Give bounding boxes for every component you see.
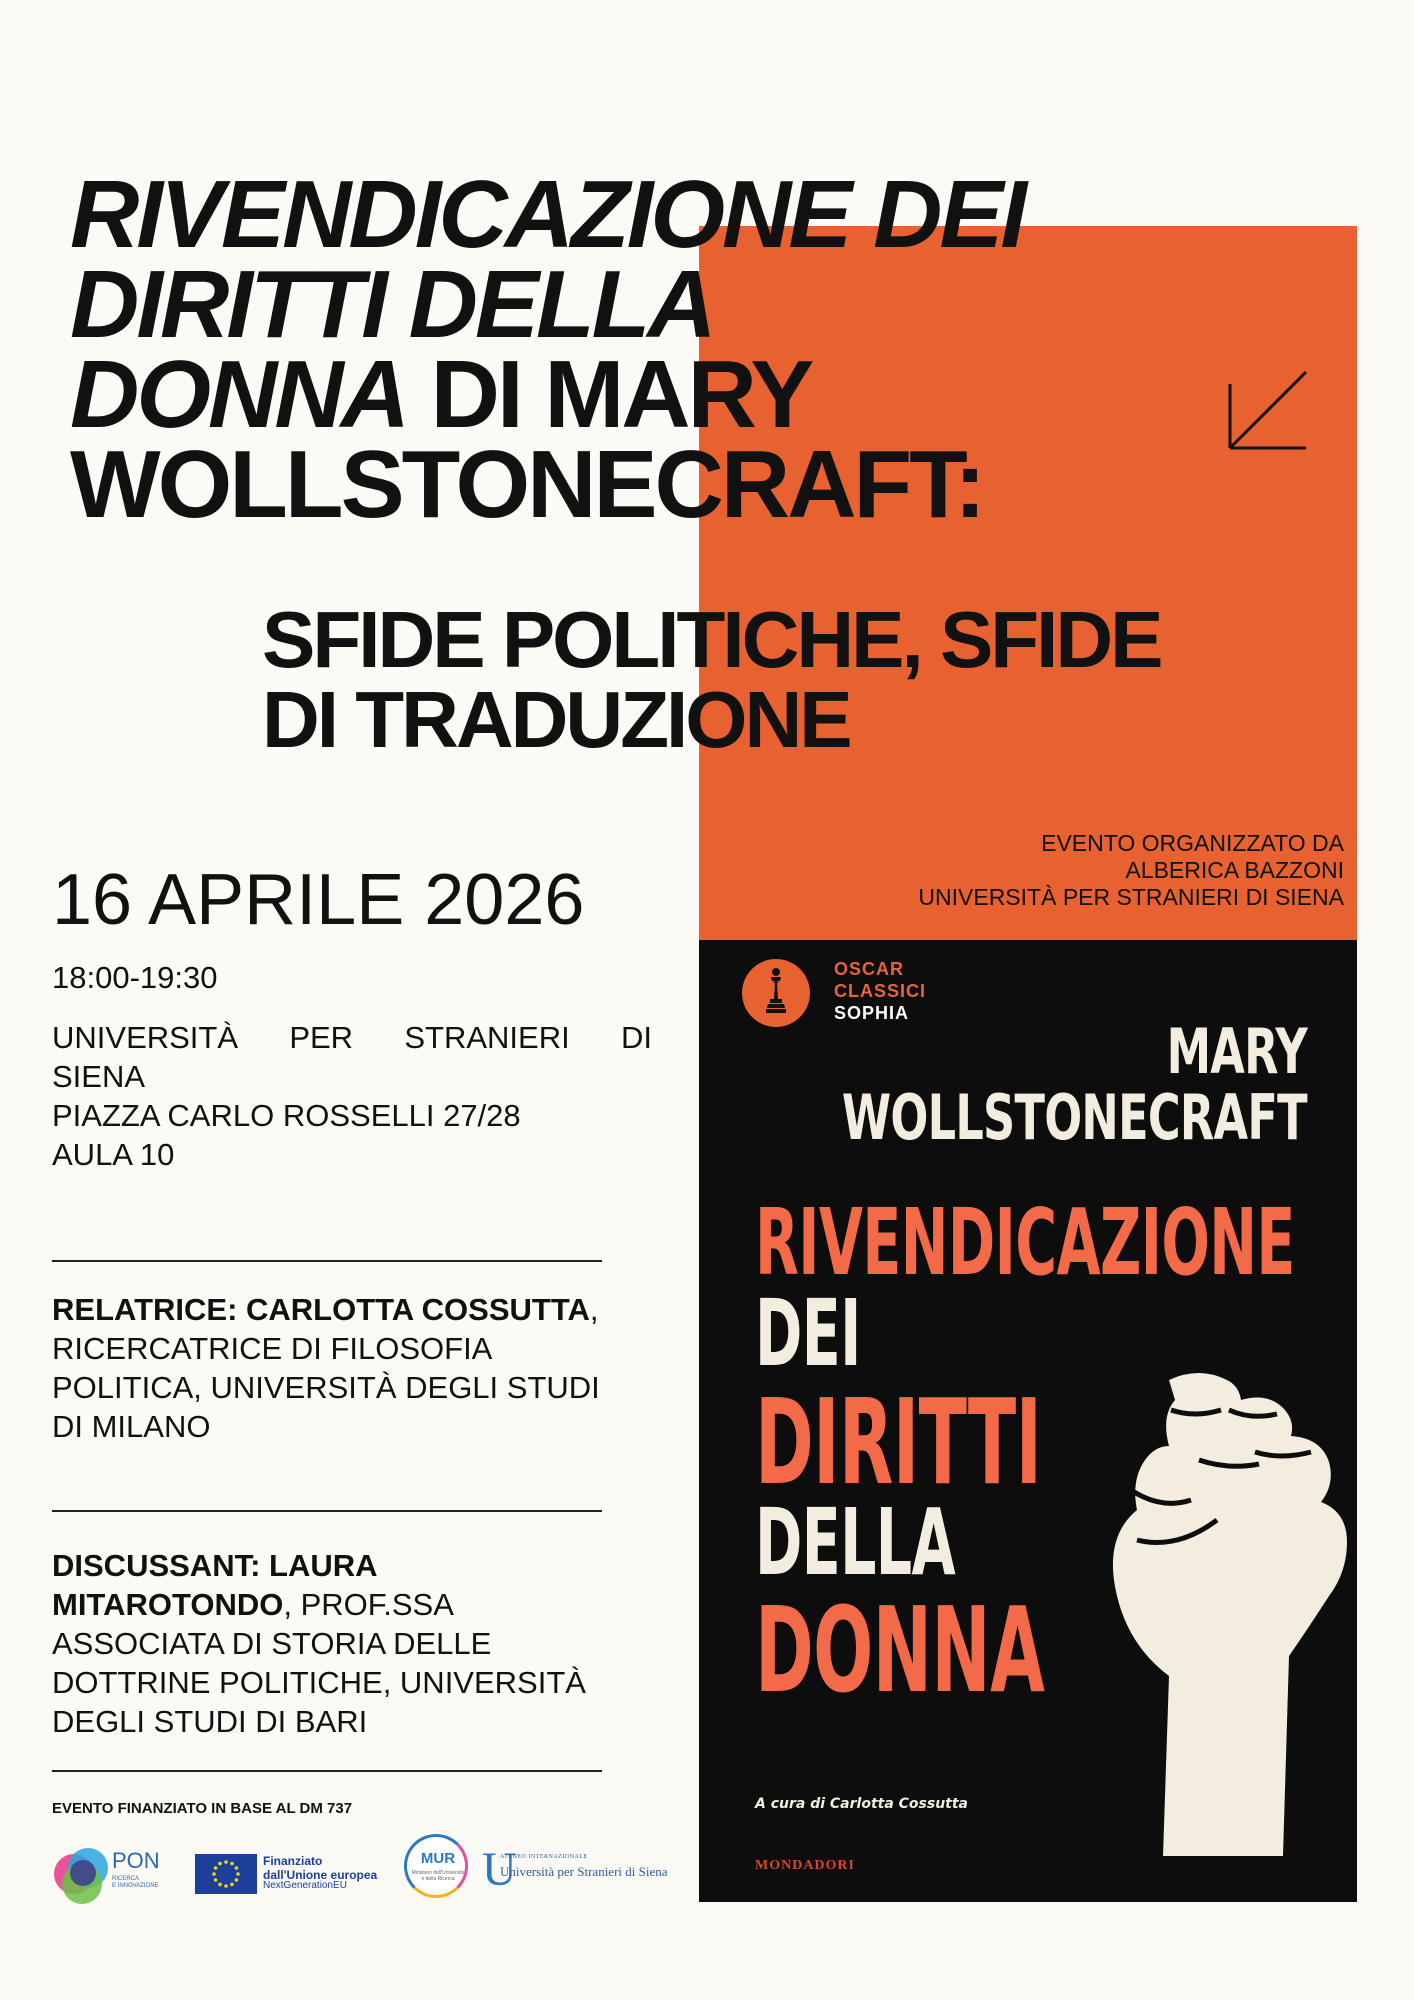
- oscar-statue-icon: [741, 958, 811, 1028]
- speaker-block: [52, 1290, 612, 1446]
- pon-sublabel: [112, 1876, 159, 1890]
- venue-line-2: SIENA: [52, 1059, 146, 1094]
- cover-title-line-1: RIVENDICAZIONE: [755, 1189, 1295, 1296]
- cover-author-last: WOLLSTONECRAFT: [841, 1081, 1307, 1154]
- eu-line-1: Finanziato: [263, 1854, 323, 1868]
- title-line-4: WOLLSTONECRAFT:: [70, 431, 984, 538]
- divider: [52, 1510, 602, 1512]
- organizer-block: [784, 830, 1344, 911]
- raised-fist-illustration: [1079, 1340, 1357, 1860]
- venue-line-4: AULA 10: [52, 1137, 175, 1172]
- discussant-name: DISCUSSANT: LAURA MITAROTONDO: [52, 1548, 377, 1622]
- subtitle-line-1: SFIDE POLITICHE, SFIDE: [262, 595, 1161, 684]
- sponsor-logos: [50, 1832, 680, 1922]
- mur-logo: [402, 1832, 474, 1904]
- divider: [52, 1260, 602, 1262]
- event-venue: [52, 1018, 652, 1174]
- organizer-line-3: UNIVERSITÀ PER STRANIERI DI SIENA: [918, 884, 1344, 910]
- series-line-3: SOPHIA: [834, 1003, 910, 1023]
- title-line-1: RIVENDICAZIONE DEI: [70, 161, 1025, 268]
- discussant-block: [52, 1546, 612, 1741]
- speaker-name: RELATRICE: CARLOTTA COSSUTTA: [52, 1292, 590, 1327]
- venue-line-3: PIAZZA CARLO ROSSELLI 27/28: [52, 1098, 521, 1133]
- funding-note: EVENTO FINANZIATO IN BASE AL DM 737: [52, 1800, 353, 1817]
- event-date: 16 APRILE 2026: [52, 860, 585, 940]
- eu-flag-icon: [195, 1854, 257, 1894]
- event-time: 18:00-19:30: [52, 960, 218, 995]
- cover-title-line-5: DONNA: [755, 1581, 1045, 1719]
- eu-line-3: NextGenerationEU: [263, 1880, 347, 1891]
- mur-label: MUR: [420, 1850, 456, 1867]
- cover-publisher: MONDADORI: [755, 1858, 855, 1873]
- title-line-3-rest: DI MARY: [406, 341, 812, 448]
- subtitle-line-2: DI TRADUZIONE: [262, 675, 850, 764]
- discussant-description: , PROF.SSA ASSOCIATA DI STORIA DELLE DOTTRINE POLITICHE, UNIVERSITÀ DEGLI STUDI DI BARI: [52, 1587, 586, 1739]
- series-line-2: CLASSICI: [834, 981, 927, 1001]
- cover-title-line-2: DEI: [755, 1280, 861, 1387]
- series-label: [834, 958, 926, 1024]
- eu-line-2: dall'Unione europea: [263, 1868, 378, 1882]
- speaker-description: , RICERCATRICE DI FILOSOFIA POLITICA, UNIVERSITÀ DEGLI STUDI DI MILANO: [52, 1292, 600, 1444]
- eu-funding-text: [263, 1854, 377, 1882]
- title-line-2: DIRITTI DELLA: [70, 251, 714, 358]
- unistrasi-name: Università per Stranieri di Siena: [500, 1864, 668, 1879]
- series-line-1: OSCAR: [834, 959, 905, 979]
- mur-sublabel: Ministero dell'Università e della Ricerca: [411, 1870, 465, 1882]
- cover-title-line-4: DELLA: [755, 1489, 956, 1596]
- pon-logo: [50, 1840, 180, 1910]
- organizer-line-2: ALBERICA BAZZONI: [1125, 857, 1344, 883]
- venue-line-1: UNIVERSITÀ PER STRANIERI DI: [52, 1020, 652, 1055]
- divider: [52, 1770, 602, 1772]
- title-line-3-italic: DONNA: [70, 341, 407, 448]
- event-title: [70, 161, 1250, 538]
- event-subtitle: [262, 595, 1362, 764]
- eu-funding-logo: [195, 1852, 415, 1896]
- pon-label: PON: [112, 1848, 160, 1873]
- unistrasi-small-label: ATENEO INTERNAZIONALE: [500, 1854, 588, 1860]
- cover-author-first: MARY: [1166, 1015, 1307, 1088]
- book-cover: [699, 940, 1357, 1902]
- pon-sublabel-1: RICERCA: [112, 1876, 140, 1882]
- unistrasi-logo: U ATENEO INTERNAZIONALE Università per Stranieri di Siena: [482, 1843, 668, 1896]
- cover-curator: A cura di Carlotta Cossutta: [755, 1796, 969, 1812]
- cover-title-line-3: DIRITTI: [755, 1373, 1042, 1511]
- organizer-line-1: EVENTO ORGANIZZATO DA: [1041, 830, 1344, 856]
- pon-sublabel-2: E INNOVAZIONE: [112, 1883, 159, 1889]
